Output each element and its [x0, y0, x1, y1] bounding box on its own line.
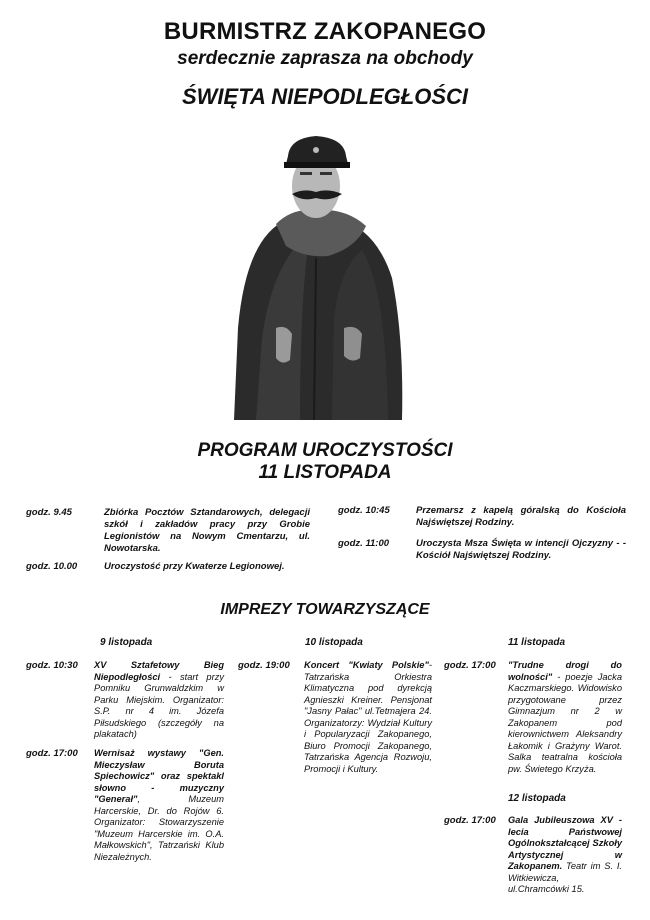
- portrait-photo: [216, 128, 416, 420]
- program-title: [0, 440, 650, 484]
- event-text: [304, 660, 432, 775]
- event-name: XV Sztafetowy Bieg Niepodległości: [94, 660, 224, 682]
- day-header: 11 listopada: [508, 637, 566, 648]
- event-text: [508, 815, 622, 896]
- event-details: - start przy Pomniku Grunwaldzkim w Parku Miejskim. Organizator: S.P. nr 4 im. Józefa Piłsudskiego (szczegóły na plakatach): [94, 671, 224, 739]
- header-event-name: ŚWIĘTA NIEPODLEGŁOŚCI: [181, 84, 468, 109]
- program-time: godz. 11:00: [338, 538, 390, 549]
- program-text: Uroczystość przy Kwaterze Legionowej.: [104, 561, 285, 572]
- event-time: godz. 17:00: [444, 660, 496, 671]
- event-text: [508, 660, 622, 775]
- day-header: 12 listopada: [508, 793, 566, 804]
- side-events-title: IMPREZY TOWARZYSZĄCE: [220, 601, 430, 618]
- event-details: , Muzeum Harcerskie, Dr. do Rojów 6. Organizator: Stowarzyszenie "Muzeum Harcerskie im. O.A. Małkowskich", Tatrzański Klub Niezależnych.: [94, 794, 224, 862]
- event-time: godz. 10:30: [26, 660, 78, 671]
- program-time: godz. 10:45: [338, 505, 390, 516]
- program-text: Przemarsz z kapelą góralską do Kościoła Najświętszej Rodziny.: [416, 505, 626, 528]
- event-details: - Tatrzańska Orkiestra Klimatyczna pod dyrekcją Agnieszki Kreiner. Pensjonat "Jasny Pałac" ul.Tetmajera 24. Organizatorzy: Wydział Kultury i Popularyzacji Zakopanego, Biuro Promocji Zakopanego, Tatrzańska Agencja Rozwoju, Promocji i Kultury.: [304, 660, 432, 774]
- event-details: - poezje Jacka Kaczmarskiego. Widowisko przygotowane przez Gimnazjum nr 2 w Zakopanem pod kierownictwem Aleksandry Łakomik i Grażyny Warot. Salka teatralna kościoła pw. Świetego Krzyża.: [508, 671, 622, 774]
- day-header: 9 listopada: [100, 637, 153, 648]
- event-name: "Trudne drogi do wolności": [508, 660, 622, 682]
- day-header: 10 listopada: [305, 637, 363, 648]
- event-name: Gala Jubileuszowa XV - lecia Państwowej Ogólnokształcącej Szkoły Artystycznej w Zakopanem.: [508, 815, 622, 871]
- event-details: Teatr im S. I. Witkiewicza, ul.Chramcówki 15.: [508, 861, 622, 894]
- program-heading: PROGRAM UROCZYSTOŚCI: [197, 440, 453, 461]
- event-time: godz. 17:00: [444, 815, 496, 826]
- program-date: 11 LISTOPADA: [258, 462, 392, 483]
- event-name: Koncert "Kwiaty Polskie": [304, 660, 429, 670]
- program-time: godz. 10.00: [26, 561, 78, 572]
- program-time: godz. 9.45: [26, 507, 72, 518]
- header-subtitle: serdecznie zaprasza na obchody: [177, 48, 473, 69]
- header-title: BURMISTRZ ZAKOPANEGO: [163, 18, 487, 45]
- event-text: [94, 748, 224, 863]
- program-text: Uroczysta Msza Święta w intencji Ojczyzny - - Kościół Najświętszej Rodziny.: [416, 538, 626, 561]
- event-name: Wernisaż wystawy "Gen. Mieczysław Boruta Spiechowicz" oraz spektakl słowno - muzyczny "Generał": [94, 748, 224, 804]
- program-text: Zbiórka Pocztów Sztandarowych, delegacji szkół i zakładów pracy przy Grobie Legionistów na Nowym Cmentarzu, ul. Nowotarska.: [104, 507, 310, 554]
- event-time: godz. 19:00: [238, 660, 290, 671]
- event-text: [94, 660, 224, 741]
- event-time: godz. 17:00: [26, 748, 78, 759]
